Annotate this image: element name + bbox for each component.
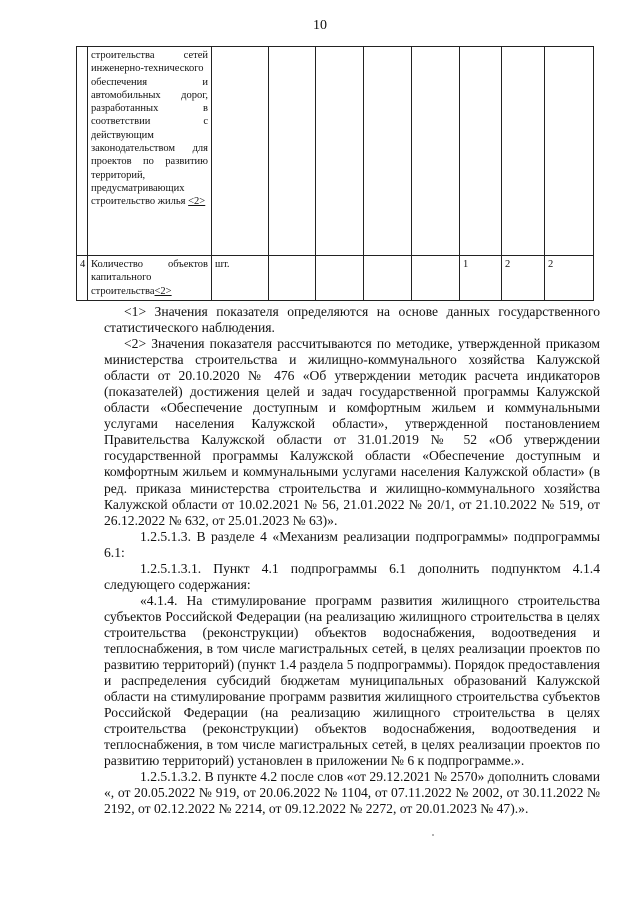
footnote-1: <1> Значения показателя определяются на основе данных государственного статистического наблюдения. bbox=[104, 304, 600, 336]
paragraph: 1.2.5.1.3.1. Пункт 4.1 подпрограммы 6.1 дополнить подпунктом 4.1.4 следующего содержания: bbox=[104, 560, 600, 592]
indicator-text: строительства сетей инженерно-технического обеспечения и автомобильных дорог, разработанных в соответствии с действующим законодательством для проектов по развитию территорий, предусматривающих строительство жилья bbox=[91, 50, 208, 208]
table-cell-num bbox=[77, 47, 88, 256]
table-row bbox=[77, 47, 594, 256]
table-cell-value bbox=[269, 47, 316, 256]
table-cell-value bbox=[269, 256, 316, 301]
paragraph: 1.2.5.1.3. В разделе 4 «Механизм реализации подпрограммы» подпрограммы 6.1: bbox=[104, 528, 600, 560]
table-cell-value bbox=[364, 256, 412, 301]
table-cell-value bbox=[460, 47, 502, 256]
paragraph: 1.2.5.1.3.2. В пункте 4.2 после слов «от 29.12.2021 № 2570» дополнить словами «, от 20.05.2022 № 919, от 20.06.2022 № 1104, от 07.11.2022 № 2002, от 30.11.2022 № 2192, от 02.12.2022 № 2214, от 09.12.2022 № 2272, от 20.01.2023 № 47).». bbox=[104, 769, 600, 817]
document-body bbox=[104, 304, 600, 818]
paragraph: «4.1.4. На стимулирование программ развития жилищного строительства субъектов Российской Федерации (на реализацию жилищного строительства в целях строительства (реконструкции) объектов водоснабжения, водоотведения и теплоснабжения, в том числе магистральных сетей, в целях реализации проектов по развитию территорий) (пункт 1.4 раздела 5 подпрограммы). Порядок предоставления и распределения субсидий бюджетам муниципальных образований Калужской области на стимулирование программ развития жилищного строительства субъектов Российской Федерации (на реализацию жилищного строительства в целях строительства (реконструкции) объектов водоснабжения, водоотведения и теплоснабжения, в том числе магистральных сетей, в целях реализации проектов по развитию территорий) установлен в приложении № 6 к подпрограмме.». bbox=[104, 592, 600, 769]
table-cell-value bbox=[364, 47, 412, 256]
table-cell-indicator bbox=[88, 47, 212, 256]
table-cell-value bbox=[412, 47, 460, 256]
footnote-ref: <2> bbox=[154, 285, 172, 297]
table-cell-value: 2 bbox=[502, 256, 545, 301]
table-cell-value bbox=[316, 256, 364, 301]
indicators-table bbox=[76, 46, 594, 301]
table-cell-unit bbox=[212, 47, 269, 256]
table-cell-value: 2 bbox=[545, 256, 594, 301]
table-cell-unit: шт. bbox=[212, 256, 269, 301]
table-cell-value bbox=[502, 47, 545, 256]
page-number: 10 bbox=[313, 18, 327, 33]
table-cell-indicator bbox=[88, 256, 212, 301]
table-cell-value bbox=[545, 47, 594, 256]
footnote-ref: <2> bbox=[188, 196, 206, 208]
table-cell-value: 1 bbox=[460, 256, 502, 301]
table-row bbox=[77, 256, 594, 301]
indicator-text: Количество объектов капитального строительства bbox=[91, 259, 208, 297]
table-cell-num: 4 bbox=[77, 256, 88, 301]
scan-speck bbox=[432, 834, 434, 836]
table-cell-value bbox=[412, 256, 460, 301]
table-cell-value bbox=[316, 47, 364, 256]
footnote-2: <2> Значения показателя рассчитываются по методике, утвержденной приказом министерства строительства и жилищно-коммунального хозяйства Калужской области от 20.10.2020 № 476 «Об утверждении методик расчета индикаторов (показателей) достижения целей и задач государственной программы Калужской области «Обеспечение доступным и комфортным жильем и коммунальными услугами населения Калужской области», утвержденной постановлением Правительства Калужской области от 31.01.2019 № 52 «Об утверждении государственной программы Калужской области «Обеспечение доступным и комфортным жильем и коммунальными услугами населения Калужской области» (в ред. приказа министерства строительства и жилищно-коммунального хозяйства Калужской области от 10.02.2021 № 56, 21.01.2022 № 20/1, от 21.10.2022 № 519, от 26.12.2022 № 632, от 25.01.2023 № 63)». bbox=[104, 336, 600, 528]
